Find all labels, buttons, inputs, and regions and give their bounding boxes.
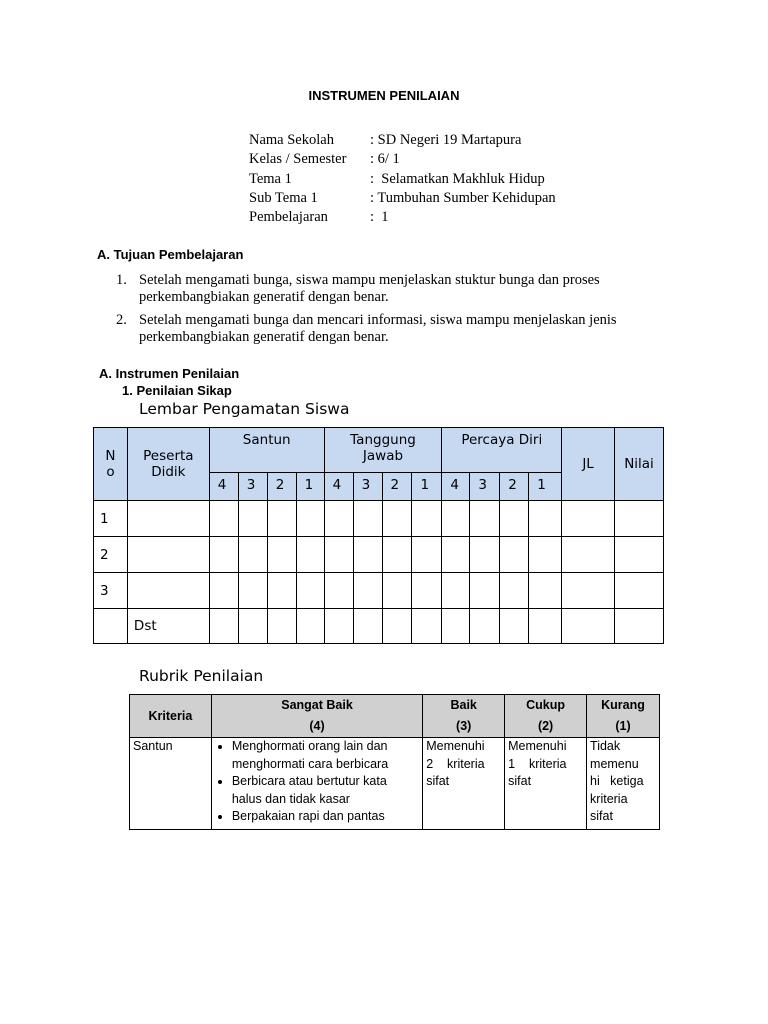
- kurang-line3: hi ketiga: [590, 774, 644, 788]
- bullet-2-line1: • Berbicara atau bertutur kata: [231, 774, 387, 788]
- row-no: 3: [94, 573, 128, 609]
- rubric-kurang-cell: [587, 738, 660, 830]
- rubric-header-baik-score: (3): [456, 719, 472, 733]
- cukup-line2: 1 kriteria: [508, 756, 567, 771]
- score-santun-3: 3: [238, 473, 267, 501]
- rubric-header-kurang: [587, 695, 660, 738]
- cukup-line3: sifat: [508, 774, 532, 788]
- table-row: [94, 609, 664, 644]
- score-tanggung-3: 3: [353, 473, 382, 501]
- kurang-line2: memenu: [590, 756, 639, 771]
- header-jl: JL: [562, 428, 615, 501]
- rubric-title: Rubrik Penilaian: [139, 667, 264, 685]
- row-no: 2: [94, 537, 128, 573]
- row-name: [127, 501, 209, 537]
- cukup-line1: Memenuhi: [508, 739, 567, 753]
- rubric-header-cukup-label: Cukup: [526, 698, 566, 712]
- rubric-header-sangat-baik: [211, 695, 422, 738]
- tujuan-heading: A. Tujuan Pembelajaran: [97, 247, 244, 262]
- rubric-row: [130, 738, 660, 830]
- header-peserta-line2: Didik: [151, 464, 186, 480]
- bullet-3-line1: • Berpakaian rapi dan pantas: [231, 809, 385, 823]
- list-item: [232, 808, 419, 826]
- rubric-kriteria-santun: Santun: [130, 738, 212, 830]
- instrumen-heading: A. Instrumen Penilaian: [99, 366, 240, 381]
- row-name: Dst: [127, 609, 209, 644]
- rubric-sangat-baik-cell: [211, 738, 422, 830]
- rubric-table: [129, 694, 660, 830]
- row-name: [127, 573, 209, 609]
- rubric-cukup-cell: [505, 738, 587, 830]
- header-no-line1: N: [105, 448, 116, 464]
- info-label-theme: Tema 1: [249, 171, 292, 187]
- rubric-header-baik-label: Baik: [450, 698, 477, 712]
- header-no: [94, 428, 128, 501]
- tujuan-item-2-line1: Setelah mengamati bunga dan mencari informasi, siswa mampu menjelaskan jenis: [139, 312, 617, 328]
- kurang-line1: Tidak: [590, 739, 621, 753]
- table-row: [94, 573, 664, 609]
- rubric-header-baik: [423, 695, 505, 738]
- header-no-line2: o: [106, 464, 115, 480]
- row-no: 1: [94, 501, 128, 537]
- rubric-header-kriteria: Kriteria: [130, 695, 212, 738]
- list-item: [232, 773, 419, 808]
- baik-line1: Memenuhi: [426, 739, 485, 753]
- sikap-subheading: 1. Penilaian Sikap: [122, 383, 232, 398]
- info-value-lesson: : 1: [370, 209, 389, 225]
- score-santun-1: 1: [296, 473, 324, 501]
- score-santun-4: 4: [209, 473, 238, 501]
- rubric-bullet-list: [215, 738, 419, 826]
- baik-line3: sifat: [426, 774, 450, 788]
- row-no: [94, 609, 128, 644]
- document-title: INSTRUMEN PENILAIAN: [308, 88, 460, 103]
- info-value-theme: : Selamatkan Makhluk Hidup: [370, 171, 545, 187]
- tujuan-item-1-line2: perkembangbiakan generatif dengan benar.: [139, 289, 389, 305]
- header-tanggung-line1: Tanggung: [350, 432, 416, 448]
- tujuan-item-1-line1: Setelah mengamati bunga, siswa mampu menjelaskan stuktur bunga dan proses: [139, 272, 600, 288]
- bullet-2-line2: halus dan tidak kasar: [231, 791, 350, 806]
- tujuan-item-1-num: 1.: [116, 272, 127, 288]
- info-label-class: Kelas / Semester: [249, 151, 347, 167]
- baik-line2: 2 kriteria: [426, 756, 485, 771]
- score-tanggung-1: 1: [412, 473, 442, 501]
- info-value-school: : SD Negeri 19 Martapura: [370, 132, 522, 148]
- info-label-school: Nama Sekolah: [249, 132, 334, 148]
- info-label-lesson: Pembelajaran: [249, 209, 328, 225]
- rubric-header-kurang-score: (1): [615, 719, 631, 733]
- score-percaya-4: 4: [442, 473, 470, 501]
- kurang-line4: kriteria: [590, 791, 628, 806]
- score-tanggung-4: 4: [324, 473, 353, 501]
- score-percaya-3: 3: [470, 473, 500, 501]
- score-percaya-2: 2: [500, 473, 529, 501]
- sheet-title: Lembar Pengamatan Siswa: [139, 400, 350, 418]
- header-tanggung-jawab: [324, 428, 442, 473]
- bullet-1-line2: menghormati cara berbicara: [231, 756, 389, 771]
- header-percaya-diri: Percaya Diri: [442, 428, 562, 473]
- rubric-baik-cell: [423, 738, 505, 830]
- bullet-1-line1: • Menghormati orang lain dan: [231, 739, 388, 753]
- observation-table: [93, 427, 664, 644]
- tujuan-item-2-num: 2.: [116, 312, 127, 328]
- score-percaya-1: 1: [529, 473, 562, 501]
- score-tanggung-2: 2: [382, 473, 412, 501]
- rubric-header-cukup: [505, 695, 587, 738]
- rubric-header-cukup-score: (2): [537, 719, 554, 733]
- rubric-header-kurang-label: Kurang: [601, 698, 645, 712]
- header-santun: Santun: [209, 428, 324, 473]
- header-peserta-line1: Peserta: [143, 448, 194, 464]
- kurang-line5: sifat: [590, 809, 613, 823]
- header-nilai: Nilai: [615, 428, 664, 501]
- info-label-subtheme: Sub Tema 1: [249, 190, 318, 206]
- list-item: [232, 738, 419, 773]
- rubric-header-sangat-baik-label: Sangat Baik: [281, 698, 353, 712]
- table-row: [94, 537, 664, 573]
- header-peserta: [127, 428, 209, 501]
- tujuan-item-2-line2: perkembangbiakan generatif dengan benar.: [139, 329, 389, 345]
- info-value-class: : 6/ 1: [370, 151, 400, 167]
- score-santun-2: 2: [267, 473, 296, 501]
- rubric-header-sangat-baik-score: (4): [309, 719, 325, 733]
- table-row: [94, 501, 664, 537]
- info-value-subtheme: : Tumbuhan Sumber Kehidupan: [370, 190, 556, 206]
- header-tanggung-line2: Jawab: [362, 448, 404, 464]
- row-name: [127, 537, 209, 573]
